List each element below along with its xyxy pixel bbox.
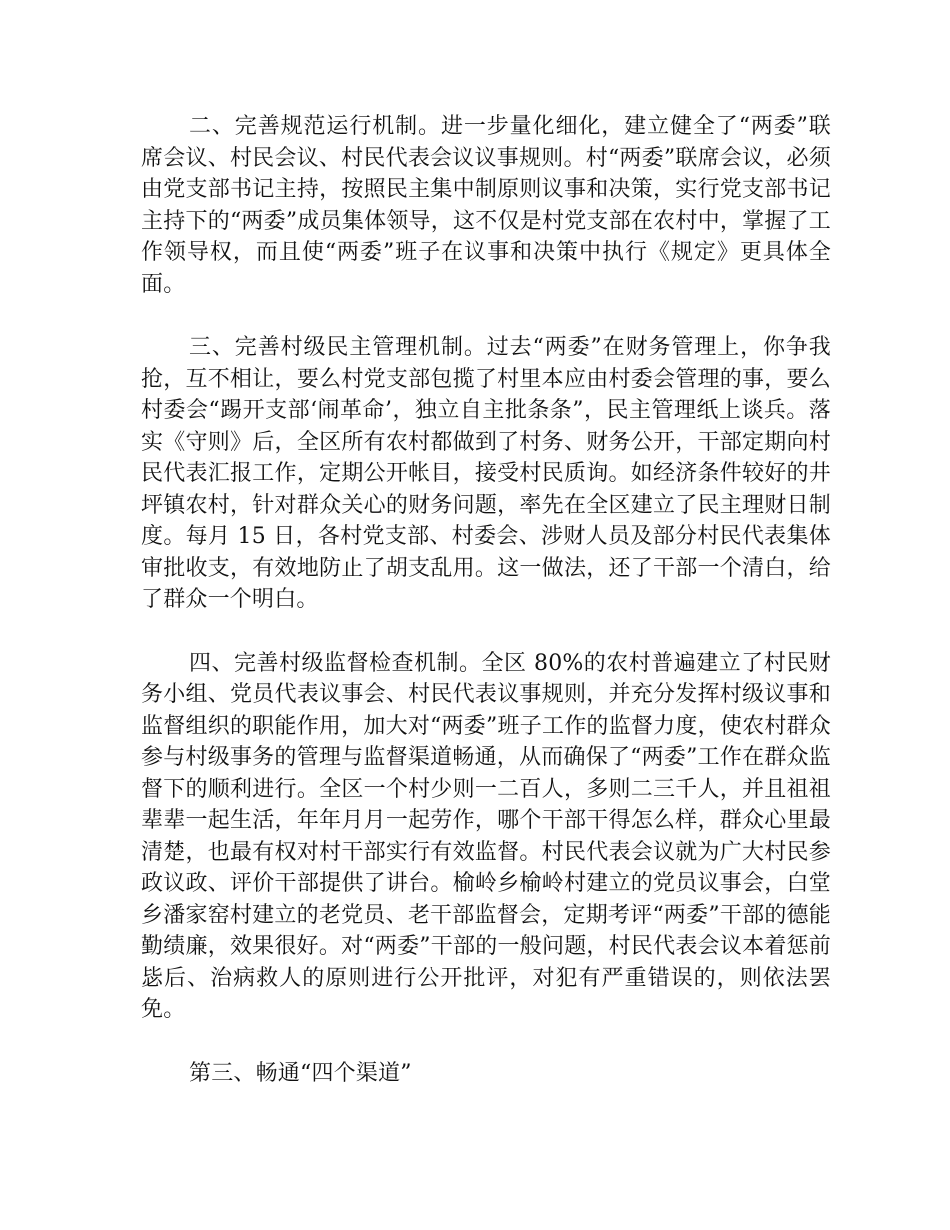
paragraph-democratic-management: 三、完善村级民主管理机制。过去“两委”在财务管理上，你争我抢，互不相让，要么村党支部包揽了村里本应由村委会管理的事，要么村委会“踢开支部‘闹革命’，独立自主批条条”，民主管理纸上谈兵。落实《守则》后，全区所有农村都做到了村务、财务公开，干部定期向村民代表汇报工作，定期公开帐目，接受村民质询。如经济条件较好的井坪镇农村，针对群众关心的财务问题，率先在全区建立了民主理财日制度。每月 15 日，各村党支部、村委会、涉财人员及部分村民代表集体审批收支，有效地防止了胡支乱用。这一做法，还了干部一个清白，给了群众一个明白。: [141, 335, 831, 612]
paragraph-operation-mechanism: 二、完善规范运行机制。进一步量化细化，建立健全了“两委”联席会议、村民会议、村民代表会议议事规则。村“两委”联席会议，必须由党支部书记主持，按照民主集中制原则议事和决策，实行党支部书记主持下的“两委”成员集体领导，这不仅是村党支部在农村中，掌握了工作领导权，而且使“两委”班子在议事和决策中执行《规定》更具体全面。: [141, 114, 831, 297]
section-heading-four-channels: 第三、畅通“四个渠道”: [189, 1060, 412, 1086]
document-body: [141, 111, 831, 1089]
paragraph-supervision-mechanism: 四、完善村级监督检查机制。全区 80%的农村普遍建立了村民财务小组、党员代表议事会、村民代表议事规则，并充分发挥村级议事和监督组织的职能作用，加大对“两委”班子工作的监督力度，使农村群众参与村级事务的管理与监督渠道畅通，从而确保了“两委”工作在群众监督下的顺利进行。全区一个村少则一二百人，多则二三千人，并且祖祖辈辈一起生活，年年月月一起劳作，哪个干部干得怎么样，群众心里最清楚，也最有权对村干部实行有效监督。村民代表会议就为广大村民参政议政、评价干部提供了讲台。榆岭乡榆岭村建立的党员议事会，白堂乡潘家窑村建立的老党员、老干部监督会，定期考评“两委”干部的德能勤绩廉，效果很好。对“两委”干部的一般问题，村民代表会议本着惩前毖后、治病救人的原则进行公开批评，对犯有严重错误的，则依法罢免。: [141, 650, 831, 1022]
